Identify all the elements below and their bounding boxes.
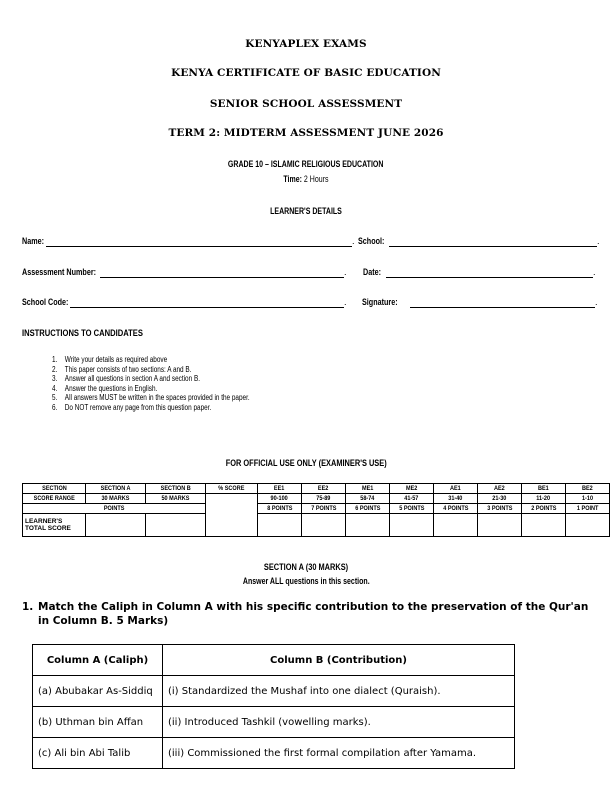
school-code-dot: . — [344, 297, 347, 307]
score-cell: % SCORE — [206, 484, 258, 494]
score-cell: POINTS — [23, 504, 206, 514]
question-text: Match the Caliph in Column A with his specific contribution to the preservation of the Qur'an in Column B. 5 Marks) — [38, 601, 589, 627]
score-cell: AE2 — [478, 484, 522, 494]
assessment-title: SENIOR SCHOOL ASSESSMENT — [209, 98, 403, 110]
total-score-row — [23, 514, 610, 537]
percent-score-input[interactable] — [206, 494, 258, 537]
name-dot: . — [352, 236, 355, 246]
date-label: Date: — [363, 267, 382, 277]
instruction-item: 3. Answer all questions in section A and section B. — [52, 374, 200, 384]
table-row — [33, 738, 515, 769]
score-cell: 1 POINT — [566, 504, 610, 514]
section-a-title: SECTION A (30 MARKS) — [263, 562, 349, 573]
contribution-cell: (ii) Introduced Tashkil (vowelling marks). — [163, 707, 515, 738]
points-row — [23, 504, 610, 514]
score-cell: 41-57 — [390, 494, 434, 504]
date-input-line[interactable] — [386, 277, 593, 278]
score-cell: SECTION B — [146, 484, 206, 494]
score-cell: SCORE RANGE — [23, 494, 86, 504]
section-a-subtitle: Answer ALL questions in this section. — [242, 576, 370, 586]
signature-dot: . — [595, 297, 598, 307]
score-input[interactable] — [566, 514, 610, 537]
instruction-item: 2. This paper consists of two sections: A and B. — [52, 364, 192, 374]
score-range-row — [23, 494, 610, 504]
section-b-score-input[interactable] — [146, 514, 206, 537]
learner-details-heading: LEARNER'S DETAILS — [270, 206, 342, 216]
score-table — [22, 483, 610, 537]
score-cell: 7 POINTS — [302, 504, 346, 514]
assessment-number-input-line[interactable] — [100, 277, 344, 278]
score-cell: SECTION — [23, 484, 86, 494]
score-cell: 90-100 — [258, 494, 302, 504]
school-dot: . — [597, 236, 600, 246]
instruction-item: 1. Write your details as required above — [52, 355, 168, 364]
score-cell: BE2 — [566, 484, 610, 494]
question-1 — [22, 600, 596, 628]
subject-title: GRADE 10 – ISLAMIC RELIGIOUS EDUCATION — [228, 159, 384, 169]
caliph-cell: (a) Abubakar As-Siddiq — [33, 676, 163, 707]
time-line — [0, 174, 612, 184]
assessment-number-dot: . — [344, 267, 347, 277]
column-a-header: Column A (Caliph) — [33, 645, 163, 676]
score-input[interactable] — [478, 514, 522, 537]
score-input[interactable] — [434, 514, 478, 537]
official-use-title: FOR OFFICIAL USE ONLY (EXAMINER'S USE) — [225, 458, 387, 469]
match-header-row — [33, 645, 515, 676]
instruction-item: 6. Do NOT remove any page from this question paper. — [52, 402, 212, 412]
score-input[interactable] — [346, 514, 390, 537]
score-cell: EE1 — [258, 484, 302, 494]
score-cell: EE2 — [302, 484, 346, 494]
total-score-label: LEARNER'S TOTAL SCORE — [23, 514, 86, 537]
score-cell: ME2 — [390, 484, 434, 494]
caliph-cell: (c) Ali bin Abi Talib — [33, 738, 163, 769]
score-cell: 11-20 — [522, 494, 566, 504]
score-cell: 3 POINTS — [478, 504, 522, 514]
school-code-label: School Code: — [22, 297, 69, 307]
certificate-title: KENYA CERTIFICATE OF BASIC EDUCATION — [171, 67, 441, 79]
score-cell: 50 MARKS — [146, 494, 206, 504]
column-b-header: Column B (Contribution) — [163, 645, 515, 676]
school-code-input-line[interactable] — [70, 307, 344, 308]
score-input[interactable] — [522, 514, 566, 537]
name-input-line[interactable] — [46, 246, 352, 247]
score-input[interactable] — [258, 514, 302, 537]
score-cell: 4 POINTS — [434, 504, 478, 514]
score-cell: 1-10 — [566, 494, 610, 504]
school-label: School: — [358, 236, 385, 246]
score-cell: 31-40 — [434, 494, 478, 504]
section-a-score-input[interactable] — [86, 514, 146, 537]
question-number: 1. — [22, 601, 34, 613]
signature-input-line[interactable] — [410, 307, 595, 308]
date-dot: . — [593, 267, 596, 277]
score-cell: ME1 — [346, 484, 390, 494]
score-input[interactable] — [302, 514, 346, 537]
score-cell: 21-30 — [478, 494, 522, 504]
contribution-cell: (iii) Commissioned the first formal compilation after Yamama. — [163, 738, 515, 769]
instructions-title: INSTRUCTIONS TO CANDIDATES — [22, 328, 143, 339]
table-row — [33, 707, 515, 738]
instruction-item: 4. Answer the questions in English. — [52, 383, 158, 393]
term-title: TERM 2: MIDTERM ASSESSMENT JUNE 2026 — [168, 127, 444, 139]
name-label: Name: — [22, 236, 45, 246]
score-input[interactable] — [390, 514, 434, 537]
score-cell: 75-89 — [302, 494, 346, 504]
score-header-row — [23, 484, 610, 494]
score-cell: SECTION A — [86, 484, 146, 494]
signature-label: Signature: — [362, 297, 398, 307]
table-row — [33, 676, 515, 707]
score-cell: 2 POINTS — [522, 504, 566, 514]
score-cell: 8 POINTS — [258, 504, 302, 514]
score-cell: BE1 — [522, 484, 566, 494]
score-cell: 6 POINTS — [346, 504, 390, 514]
score-cell: 30 MARKS — [86, 494, 146, 504]
assessment-number-label: Assessment Number: — [22, 267, 97, 277]
score-cell: AE1 — [434, 484, 478, 494]
caliph-cell: (b) Uthman bin Affan — [33, 707, 163, 738]
time-label: Time: — [283, 174, 303, 184]
instructions-list — [52, 355, 299, 413]
contribution-cell: (i) Standardized the Mushaf into one dialect (Quraish). — [163, 676, 515, 707]
school-input-line[interactable] — [389, 246, 597, 247]
time-value: 2 Hours — [303, 174, 329, 184]
instruction-item: 5. All answers MUST be written in the spaces provided in the paper. — [52, 393, 250, 403]
score-cell: 58-74 — [346, 494, 390, 504]
match-table — [32, 644, 515, 769]
org-title: KENYAPLEX EXAMS — [245, 38, 367, 50]
score-cell: 5 POINTS — [390, 504, 434, 514]
